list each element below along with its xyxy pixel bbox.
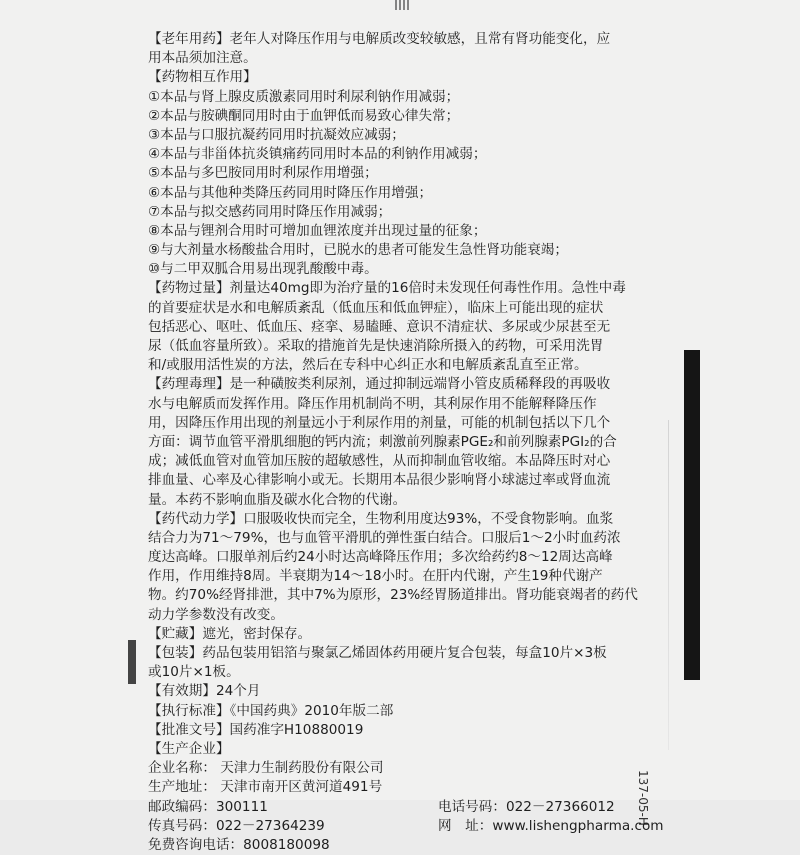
phone-label: 电话号码： — [438, 798, 506, 815]
text-line: ⑥本品与其他种类降压药同用时降压作用增强； — [148, 184, 433, 201]
text-line: 包括恶心、呕吐、低血压、痉挛、易瞌睡、意识不清症状、多尿或少尿甚至无 — [148, 318, 611, 335]
text-line: 水与电解质而发挥作用。降压作用机制尚不明，其利尿作用不能解释降压作 — [148, 395, 597, 412]
text-line: 和/或服用活性炭的方法，然后在专科中心纠正水和电解质紊乱直至正常。 — [148, 357, 588, 374]
left-edge-bar — [128, 640, 136, 684]
text-line: 【药物过量】剂量达40mg即为治疗量的16倍时未发现任何毒性作用。急性中毒 — [148, 280, 626, 297]
text-line: 用，因降压作用出现的剂量远小于利尿作用的剂量，可能的机制包括以下几个 — [148, 414, 611, 431]
phone-value: 022－27366012 — [505, 798, 615, 815]
text-line: 【包装】药品包装用铝箔与聚氯乙烯固体药用硬片复合包装，每盒10片×3板 — [148, 645, 607, 661]
dark-side-strip — [684, 350, 700, 680]
postal-value: 300111 — [215, 798, 268, 815]
text-line: ⑩与二甲双胍合用易出现乳酸酸中毒。 — [148, 261, 378, 278]
text-line: 【贮藏】遮光，密封保存。 — [148, 625, 312, 642]
text-line: 度达高峰。口服单剂后约24小时达高峰降压作用；多次给药约8～12周达高峰 — [148, 549, 613, 566]
text-line: 物。约70%经肾排泄，其中7%为原形，23%经胃肠道排出。肾功能衰竭者的药代 — [148, 587, 638, 604]
text-line: 作用，作用维持8周。半衰期为14～18小时。在肝内代谢，产生19种代谢产 — [148, 568, 603, 585]
contact-row-fax — [148, 817, 668, 836]
text-line: ②本品与胺碘酮同用时由于血钾低而易致心律失常； — [148, 107, 460, 124]
text-line: 【药理毒理】是一种磺胺类利尿剂，通过抑制远端肾小管皮质稀释段的再吸收 — [148, 376, 611, 393]
text-line: 尿（低血容量所致）。采取的措施首先是快速消除所摄入的药物，可采用洗胃 — [148, 338, 604, 354]
scan-mark — [395, 0, 409, 10]
web-label: 网 址： — [438, 817, 493, 834]
text-line: ⑤本品与多巴胺同用时利尿作用增强； — [148, 165, 378, 182]
text-line: ③本品与口服抗凝药同用时抗凝效应减弱； — [148, 126, 405, 143]
hotline-value: 8008180098 — [243, 836, 330, 853]
text-line: 【有效期】24个月 — [148, 683, 261, 700]
contact-row-postal — [148, 798, 668, 817]
fax-value: 022－27364239 — [215, 817, 325, 834]
text-line: ⑧本品与锂剂合用时可增加血锂浓度并出现过量的征象； — [148, 222, 487, 239]
text-line: ①本品与肾上腺皮质激素同用时利尿利钠作用减弱； — [148, 88, 460, 105]
text-line: 【药代动力学】口服吸收快而完全，生物利用度达93%，不受食物影响。血浆 — [148, 510, 614, 527]
hotline-label: 免费咨询电话： — [148, 836, 244, 853]
text-line: 的首要症状是水和电解质紊乱（低血压和低血钾症），临床上可能出现的症状 — [148, 299, 604, 316]
text-line: 结合力为71～79%，也与血管平滑肌的弹性蛋白结合。口服后1～2小时血药浓 — [148, 529, 621, 546]
text-line: 生产地址： 天津市南开区黄河道491号 — [148, 779, 383, 796]
text-line: 动力学参数没有改变。 — [148, 606, 284, 623]
text-line: ⑨与大剂量水杨酸盐合用时，已脱水的患者可能发生急性肾功能衰竭； — [148, 242, 568, 259]
text-line: ⑦本品与拟交感药同用时降压作用减弱； — [148, 203, 392, 220]
text-line: 企业名称： 天津力生制药股份有限公司 — [148, 760, 384, 777]
fold-line — [668, 420, 669, 750]
text-line: ④本品与非甾体抗炎镇痛药同用时本品的利钠作用减弱； — [148, 146, 487, 163]
contact-row-hotline — [148, 836, 668, 855]
text-line: 成；减低血管对血管加压胺的超敏感性，从而抑制血管收缩。本品降压时对心 — [148, 453, 611, 470]
text-line: 排血量、心率及心律影响小或无。长期用本品很少影响肾小球滤过率或肾血流 — [148, 472, 611, 489]
postal-label: 邮政编码： — [148, 798, 216, 815]
text-line: 量。本药不影响血脂及碳水化合物的代谢。 — [148, 491, 407, 508]
text-line: 【药物相互作用】 — [148, 69, 257, 86]
text-lines — [148, 30, 668, 798]
text-line: 方面：调节血管平滑肌细胞的钙内流；刺激前列腺素PGE₂和前列腺素PGI₂的合 — [148, 433, 617, 450]
text-line: 【老年用药】老年人对降压作用与电解质改变较敏感，且常有肾功能变化，应 — [148, 31, 611, 47]
text-line: 【批准文号】国药准字H10880019 — [148, 721, 364, 738]
text-line: 或10片×1板。 — [148, 664, 240, 681]
text-line: 【生产企业】 — [148, 740, 230, 757]
insert-text-body — [148, 30, 668, 855]
edge-code: 137-05-H — [636, 770, 650, 826]
web-value: www.lishengpharma.com — [492, 817, 664, 834]
text-line: 【执行标准】《中国药典》2010年版二部 — [148, 702, 394, 719]
fax-label: 传真号码： — [148, 817, 216, 834]
text-line: 用本品须加注意。 — [148, 50, 257, 67]
